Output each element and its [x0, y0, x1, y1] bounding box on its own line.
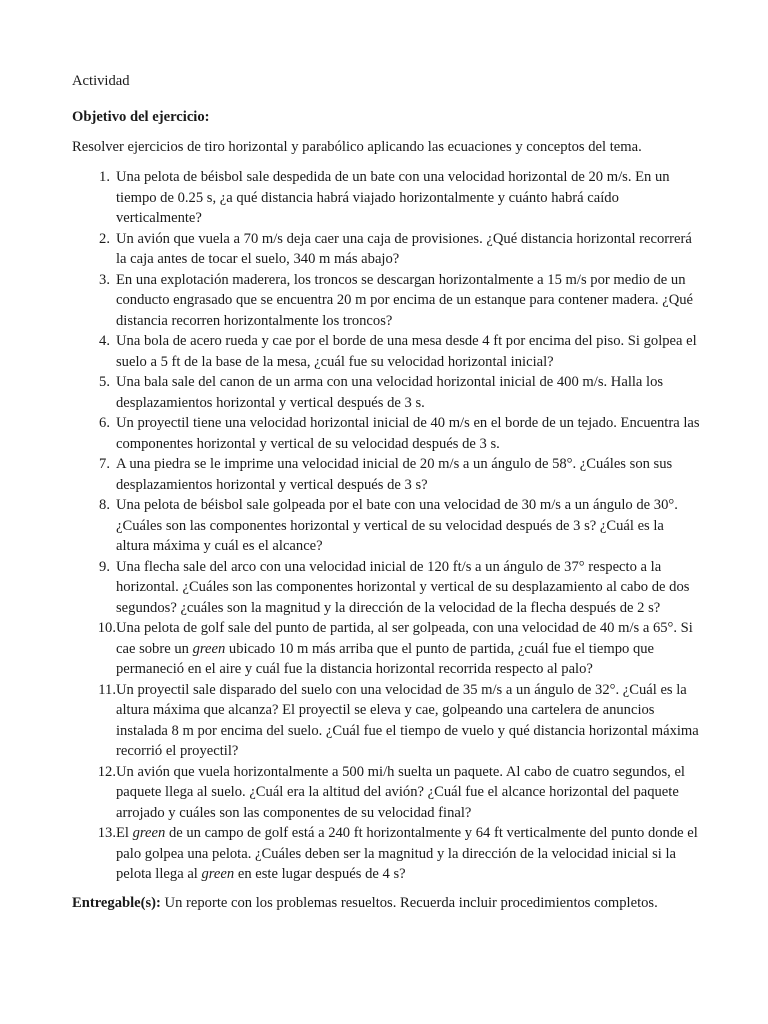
exercise-item [72, 454, 700, 495]
exercise-item [72, 762, 700, 824]
exercise-item [72, 229, 700, 270]
exercise-number: 2. [99, 230, 110, 247]
exercise-number: 6. [99, 415, 110, 431]
exercise-number: 3. [99, 271, 110, 288]
deliverable-label: Entregable(s): [72, 894, 161, 911]
exercise-item [72, 823, 700, 885]
objective-text: Resolver ejercicios de tiro horizontal y parabólico aplicando las ecuaciones y conceptos del tema. [72, 139, 642, 155]
exercise-item [72, 680, 700, 762]
exercise-text-segment: Una pelota de béisbol sale golpeada por el bate con una velocidad de 30 m/s a un ángulo de 30°. ¿Cuáles son las componentes horizontal y vertical de su velocidad después de 3 s? ¿Cuál es la altura máxima y cuál es el alcance? [116, 497, 678, 554]
exercise-text-segment: El [116, 825, 133, 841]
exercise-number: 12. [97, 763, 116, 780]
exercise-text-segment: Una flecha sale del arco con una velocidad inicial de 120 ft/s a un ángulo de 37° respecto a la horizontal. ¿Cuáles son las componentes horizontal y vertical de su desplazamiento al cabo de dos segundos? ¿cuáles son la magnitud y la dirección de la velocidad de la flecha después de 2 s? [116, 558, 690, 616]
exercise-text-segment: A una piedra se le imprime una velocidad inicial de 20 m/s a un ángulo de 58°. ¿Cuáles son sus desplazamientos horizontal y vertical después de 3 s? [116, 456, 673, 493]
exercise-item [72, 413, 700, 454]
exercise-number: 5. [99, 374, 110, 390]
exercise-item [72, 495, 700, 557]
document-page [72, 71, 700, 913]
exercise-number: 13. [97, 825, 116, 841]
italic-term: green [201, 866, 235, 882]
objective-heading: Objetivo del ejercicio: [72, 109, 210, 125]
exercise-number: 4. [99, 333, 110, 349]
exercise-text [116, 270, 700, 332]
exercise-number: 8. [99, 497, 110, 513]
exercise-item [72, 331, 700, 372]
exercise-text-segment: Una pelota de golf sale del punto de partida, al ser golpeada, con una velocidad de 40 m/s a 65°. Si cae sobre un [116, 620, 693, 657]
exercise-text [116, 454, 700, 495]
italic-term: green [132, 825, 166, 841]
deliverable [72, 893, 700, 913]
italic-term: green [192, 640, 226, 657]
exercise-text [116, 762, 700, 824]
exercise-list [72, 167, 700, 885]
exercise-item [72, 167, 700, 229]
document-title: Actividad [72, 73, 130, 89]
exercise-text-segment: Un proyectil sale disparado del suelo con una velocidad de 35 m/s a un ángulo de 32°. ¿Cuál es la altura máxima que alcanza? El proyectil se eleva y cae, golpeando una cartelera de anuncios instalada 8 m por encima del suelo. ¿Cuál fue el tiempo de vuelo y qué distancia horizontal máxima recorrió el proyectil? [116, 681, 699, 759]
exercise-text-segment: Una pelota de béisbol sale despedida de un bate con una velocidad horizontal de 20 m/s. En un tiempo de 0.25 s, ¿a qué distancia habrá viajado horizontalmente y cuánto habrá caído verticalmente? [116, 169, 670, 226]
exercise-number: 9. [99, 558, 110, 575]
exercise-text [116, 331, 700, 372]
exercise-text-segment: ubicado 10 m más arriba que el punto de partida, ¿cuál fue el tiempo que permaneció en el aire y cuál fue la distancia horizontal recorrida respecto al palo? [116, 640, 655, 677]
deliverable-text: Un reporte con los problemas resueltos. Recuerda incluir procedimientos completos. [160, 894, 658, 911]
exercise-item [72, 372, 700, 413]
exercise-text-segment: Una bola de acero rueda y cae por el borde de una mesa desde 4 ft por encima del piso. Si golpea el suelo a 5 ft de la base de la mesa, ¿cuál fue su velocidad horizontal inicial? [116, 333, 697, 370]
exercise-text-segment: de un campo de golf está a 240 ft horizontalmente y 64 ft verticalmente del punto donde el palo golpea una pelota. ¿Cuáles deben ser la magnitud y la dirección de la velocidad inicial si la pelota llega al [116, 825, 698, 882]
exercise-item [72, 557, 700, 619]
exercise-text [116, 618, 700, 680]
exercise-number: 7. [99, 456, 110, 472]
exercise-number: 11. [98, 681, 116, 698]
exercise-text [116, 167, 700, 229]
exercise-text [116, 229, 700, 270]
exercise-text-segment: Un avión que vuela horizontalmente a 500 mi/h suelta un paquete. Al cabo de cuatro segundos, el paquete llega al suelo. ¿Cuál era la altitud del avión? ¿Cuál fue el alcance horizontal del paquete arrojado y cuáles son las componentes de su velocidad final? [116, 763, 685, 821]
exercise-item [72, 270, 700, 332]
exercise-item [72, 618, 700, 680]
exercise-number: 1. [99, 169, 110, 185]
exercise-text-segment: Un proyectil tiene una velocidad horizontal inicial de 40 m/s en el borde de un tejado. Encuentra las componentes horizontal y vertical de su velocidad después de 3 s. [116, 415, 700, 452]
exercise-text [116, 372, 700, 413]
exercise-number: 10. [97, 620, 116, 636]
exercise-text [116, 413, 700, 454]
exercise-text-segment: Un avión que vuela a 70 m/s deja caer una caja de provisiones. ¿Qué distancia horizontal recorrerá la caja antes de tocar el suelo, 340 m más abajo? [116, 230, 692, 267]
exercise-text-segment: Una bala sale del canon de un arma con una velocidad horizontal inicial de 400 m/s. Halla los desplazamientos horizontal y vertical después de 3 s. [116, 374, 664, 411]
exercise-text [116, 557, 700, 619]
exercise-text [116, 823, 700, 885]
exercise-text-segment: En una explotación maderera, los troncos se descargan horizontalmente a 15 m/s por medio de un conducto engrasado que se encuentra 20 m por encima de un estanque para contener madera. ¿Qué distancia recorren horizontalmente los troncos? [116, 271, 694, 329]
exercise-text-segment: en este lugar después de 4 s? [234, 866, 406, 882]
exercise-text [116, 495, 700, 557]
exercise-text [116, 680, 700, 762]
